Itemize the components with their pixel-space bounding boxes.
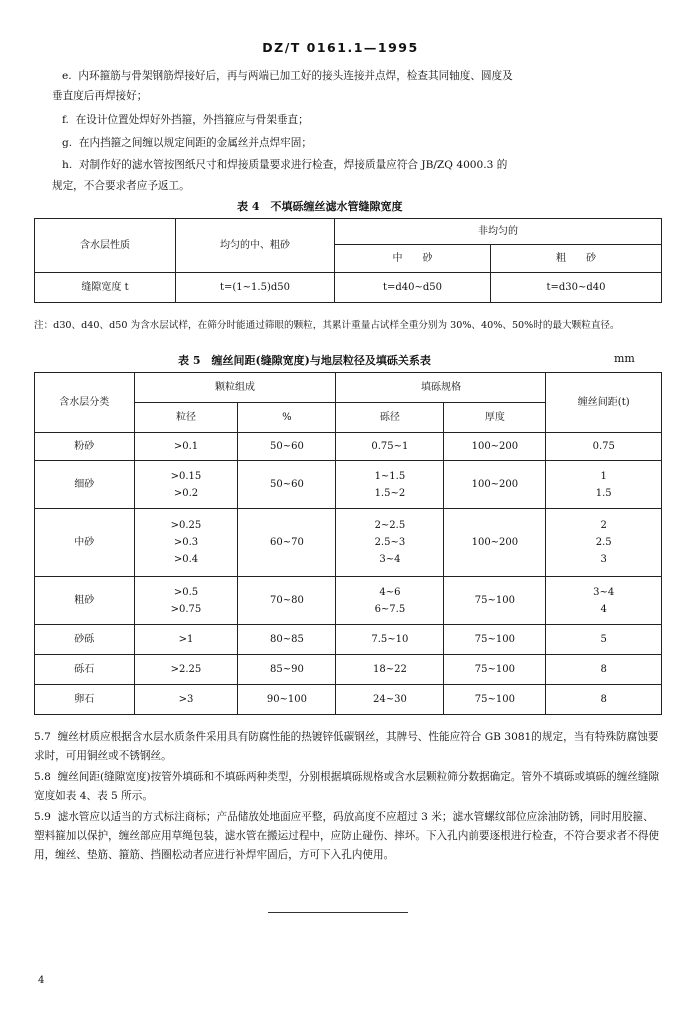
cell-gap-line: 4 xyxy=(600,603,607,615)
cell-pct: 60~70 xyxy=(238,509,336,577)
cell-gsize xyxy=(336,655,444,685)
t4-v-coarse: t=d30~d40 xyxy=(491,273,662,303)
t4-h-medium: 中 砂 xyxy=(335,245,491,273)
cell-gsize-line: 2~2.5 xyxy=(374,520,406,531)
cell-gap xyxy=(546,577,662,625)
table-row xyxy=(35,461,662,509)
t4-row-label: 缝隙宽度 t xyxy=(35,273,176,303)
item-h-cont: 规定，不合要求者应予返工。 xyxy=(52,180,190,192)
cell-gsize-line: 1.5~2 xyxy=(374,487,406,499)
t5-h-pct: % xyxy=(238,403,336,433)
cell-thick: 75~100 xyxy=(444,577,546,625)
cell-size xyxy=(134,625,238,655)
cell-thick: 100~200 xyxy=(444,433,546,461)
cell-size-line: >0.75 xyxy=(170,603,202,615)
table5-caption: 表 5 缠丝间距(缝隙宽度)与地层粒径及填砾关系表 xyxy=(178,354,431,367)
cell-size xyxy=(134,685,238,715)
cell-gsize-line: 4~6 xyxy=(379,586,401,598)
cell-size-line: >0.15 xyxy=(170,470,202,482)
t5-h-grain: 颗粒组成 xyxy=(134,373,336,403)
cell-size xyxy=(134,461,238,509)
t5-h-thick: 厚度 xyxy=(444,403,546,433)
table4-caption: 表 4 不填砾缠丝滤水管缝隙宽度 xyxy=(237,200,403,213)
cell-size-line: >0.5 xyxy=(173,586,199,598)
item-h: h. 对制作好的滤水管按图纸尺寸和焊接质量要求进行检查，焊接质量应符合 JB/ZQ 4000.3 的 xyxy=(62,159,508,171)
t5-h-size: 粒径 xyxy=(134,403,238,433)
end-rule xyxy=(268,912,408,913)
cell-gsize-line: 1~1.5 xyxy=(374,470,406,482)
standard-header: DZ/T 0161.1—1995 xyxy=(262,40,419,55)
cell-gap xyxy=(546,625,662,655)
cell-gsize-line: 0.75~1 xyxy=(371,441,409,452)
cell-size-line: >0.3 xyxy=(173,537,199,548)
t5-h-gsize: 砾径 xyxy=(336,403,444,433)
cell-gsize-line: 7.5~10 xyxy=(371,634,409,645)
table5-unit: mm xyxy=(614,352,635,365)
cell-gsize-line: 6~7.5 xyxy=(374,603,406,615)
cell-gsize-line: 3~4 xyxy=(379,554,401,565)
item-e: e. 内环箍筋与骨架钢筋焊接好后，再与两端已加工好的接头连接并点焊，检查其同轴度、圆度及 xyxy=(62,70,513,82)
table-row xyxy=(35,509,662,577)
cell-size-line: >2.25 xyxy=(170,664,202,675)
cell-gap-line: 5 xyxy=(600,634,607,645)
t4-h-nonuniform: 非均匀的 xyxy=(335,219,662,245)
cell-thick: 75~100 xyxy=(444,685,546,715)
cell-size-line: >3 xyxy=(178,694,194,705)
cell-gsize xyxy=(336,577,444,625)
cell-pct: 70~80 xyxy=(238,577,336,625)
cell-gsize-line: 2.5~3 xyxy=(374,537,406,548)
cell-class: 粗砂 xyxy=(35,577,135,625)
cell-pct: 90~100 xyxy=(238,685,336,715)
cell-gsize xyxy=(336,625,444,655)
section-5-8: 5.8 缠丝间距(缝隙宽度)按管外填砾和不填砾两种类型，分别根据填砾规格或含水层颗粒筛分数据确定。管外不填砾或填砾的缠丝缝隙宽度如表 4、表 5 所示。 xyxy=(34,771,660,802)
cell-pct: 50~60 xyxy=(238,461,336,509)
cell-thick: 100~200 xyxy=(444,509,546,577)
cell-class: 砂砾 xyxy=(35,625,135,655)
cell-size-line: >0.1 xyxy=(173,441,199,452)
section-5-9: 5.9 滤水管应以适当的方式标注商标；产品储放处地面应平整，码放高度不应超过 3 米；滤水管螺纹部位应涂油防锈，同时用胶箍、塑料箍加以保护，缠丝部应用草绳包装，滤水管在搬运过程中，应防止碰伤、摔坏。下入孔内前要逐根进行检查，不符合要求者不得使用，缠丝、垫筋、箍筋、挡圈松动者应进行补焊牢固后，方可下入孔内使用。 xyxy=(34,811,660,861)
item-f: f. 在设计位置处焊好外挡箍，外挡箍应与骨架垂直； xyxy=(62,114,309,126)
cell-gap-line: 0.75 xyxy=(592,441,615,452)
t5-h-gravel: 填砾规格 xyxy=(336,373,546,403)
cell-pct: 50~60 xyxy=(238,433,336,461)
item-e-cont: 垂直度后再焊接好； xyxy=(52,90,148,102)
t4-v-medium: t=d40~d50 xyxy=(335,273,491,303)
table-row xyxy=(35,655,662,685)
table-row xyxy=(35,433,662,461)
t5-h-gap: 缠丝间距(t) xyxy=(546,373,662,433)
table5 xyxy=(34,372,662,715)
cell-pct: 80~85 xyxy=(238,625,336,655)
t4-h-uniform: 均匀的中、粗砂 xyxy=(176,219,335,273)
cell-class: 细砂 xyxy=(35,461,135,509)
cell-gap xyxy=(546,433,662,461)
cell-size-line: >1 xyxy=(178,634,194,645)
cell-size xyxy=(134,655,238,685)
t5-h-class: 含水层分类 xyxy=(35,373,135,433)
cell-gap-line: 8 xyxy=(600,664,607,675)
cell-size xyxy=(134,509,238,577)
cell-class: 卵石 xyxy=(35,685,135,715)
cell-thick: 75~100 xyxy=(444,625,546,655)
t4-h-coarse: 粗 砂 xyxy=(491,245,662,273)
item-g: g. 在内挡箍之间缠以规定间距的金属丝并点焊牢固； xyxy=(62,137,312,149)
cell-gap-line: 2 xyxy=(600,520,607,531)
section-5-7: 5.7 缠丝材质应根据含水层水质条件采用具有防腐性能的热镀锌低碳钢丝，其牌号、性能应符合 GB 3081的规定，当有特殊防腐蚀要求时，可用铜丝或不锈钢丝。 xyxy=(34,731,659,762)
cell-class: 砾石 xyxy=(35,655,135,685)
cell-size xyxy=(134,577,238,625)
cell-gsize xyxy=(336,461,444,509)
cell-size-line: >0.25 xyxy=(170,520,202,531)
cell-gap-line: 2.5 xyxy=(595,537,612,548)
cell-thick: 100~200 xyxy=(444,461,546,509)
table4 xyxy=(34,218,662,303)
page-number: 4 xyxy=(38,975,45,986)
cell-gap xyxy=(546,685,662,715)
cell-gsize-line: 18~22 xyxy=(372,664,407,675)
t4-v-uniform: t=(1~1.5)d50 xyxy=(176,273,335,303)
table4-note: 注：d30、d40、d50 为含水层试样，在筛分时能通过筛眼的颗粒，其累计重量占试样全重分别为 30%、40%、50%时的最大颗粒直径。 xyxy=(34,320,620,331)
table-row xyxy=(35,685,662,715)
table-row xyxy=(35,625,662,655)
table-row xyxy=(35,577,662,625)
cell-size-line: >0.4 xyxy=(173,554,199,565)
cell-gap-line: 3 xyxy=(600,554,607,565)
cell-gsize xyxy=(336,433,444,461)
cell-gsize xyxy=(336,509,444,577)
cell-gsize-line: 24~30 xyxy=(372,694,407,705)
cell-gap xyxy=(546,655,662,685)
cell-gap-line: 3~4 xyxy=(593,586,615,598)
cell-gap-line: 1 xyxy=(600,470,607,482)
cell-gap-line: 8 xyxy=(600,694,607,705)
cell-gsize xyxy=(336,685,444,715)
cell-gap xyxy=(546,461,662,509)
cell-size xyxy=(134,433,238,461)
cell-class: 中砂 xyxy=(35,509,135,577)
cell-class: 粉砂 xyxy=(35,433,135,461)
cell-gap xyxy=(546,509,662,577)
cell-size-line: >0.2 xyxy=(173,487,199,499)
cell-pct: 85~90 xyxy=(238,655,336,685)
cell-thick: 75~100 xyxy=(444,655,546,685)
t4-h-aquifer: 含水层性质 xyxy=(35,219,176,273)
cell-gap-line: 1.5 xyxy=(595,487,612,499)
